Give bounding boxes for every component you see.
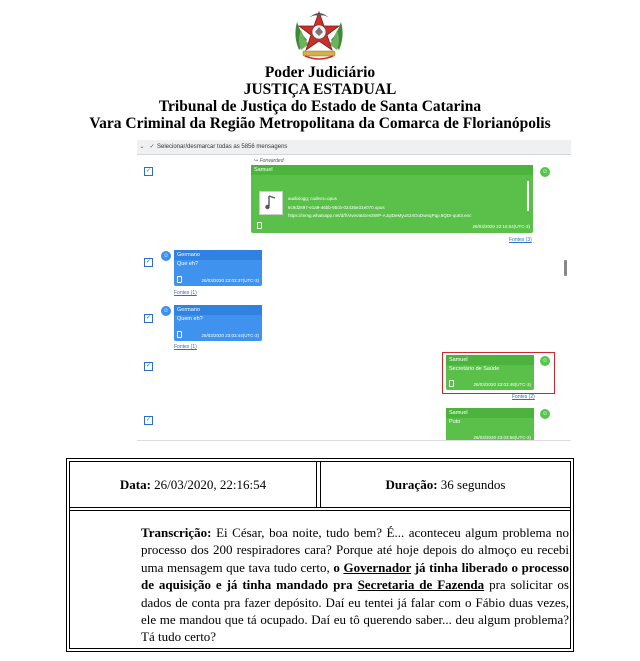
- sender-name: Samuel: [446, 408, 534, 418]
- forwarded-label: Forwarded: [259, 158, 284, 164]
- message-bubble[interactable]: [174, 305, 262, 341]
- avatar: ☺: [160, 305, 172, 317]
- transcription-part: o: [333, 559, 344, 575]
- phone-icon: [449, 380, 457, 387]
- header-justica-estadual: JUSTIÇA ESTADUAL: [243, 81, 397, 98]
- attachment-filename: 6c9d2697-e1a9-46bb-95cb-02435e31e070.opus: [288, 204, 385, 210]
- message-checkbox[interactable]: ✓: [145, 315, 152, 321]
- avatar: ☺: [539, 166, 551, 178]
- sender-name: Samuel: [446, 355, 534, 365]
- check-icon: ✓: [149, 144, 155, 150]
- avatar: ☺: [539, 355, 551, 367]
- message-checkbox[interactable]: ✓: [145, 417, 152, 423]
- header-vara-criminal: Vara Criminal da Região Metropolitana da Comarca de Florianópolis: [89, 115, 551, 132]
- whatsapp-export-screenshot: [137, 140, 571, 441]
- bubble-scrollbar[interactable]: [527, 181, 529, 211]
- message-timestamp: 26/03/2020 23:03:37(UTC-3): [201, 278, 259, 283]
- avatar: ☺: [539, 408, 551, 420]
- message-bubble[interactable]: [174, 250, 262, 286]
- sender-name: Germano: [174, 250, 262, 260]
- message-bubble[interactable]: [446, 408, 534, 441]
- transcription-governador: Governador: [343, 559, 412, 575]
- duration-label: Duração:: [385, 477, 438, 492]
- transcription-label: Transcrição:: [141, 525, 212, 540]
- attachment-url[interactable]: https://mmg.whatsapp.net/d/f/AIveoI&GesSWP-AJqIDeMyuS24OoDwnqPqp.8QDI-qu53.enc: [288, 213, 472, 218]
- date-value: 26/03/2020, 22:16:54: [150, 477, 267, 492]
- date-cell: [70, 462, 317, 507]
- message-timestamp: 26/03/2020 23:03:44(UTC-3): [201, 333, 259, 338]
- message-checkbox[interactable]: ✓: [145, 259, 152, 265]
- fontes-link[interactable]: Fontes (2): [512, 394, 535, 400]
- phone-icon: [177, 331, 185, 338]
- transcription-part: Ei César, boa noite, tudo bem? É... aconteceu algum problema no processo dos 200 respiradores cara? Porque até hoje depois do almoço eu recebi uma mensagem que tava tudo certo,: [141, 525, 569, 575]
- message-checkbox[interactable]: ✓: [145, 363, 152, 369]
- transcription-part: pra solicitar os dados de conta pra fazer depósito. Daí eu tentei já falar com o Fábio duas vezes, ele me mandou que tá ocupado. Daí eu tô querendo saber... deu algum problema? Tá tudo certo?: [141, 577, 569, 645]
- select-all-label: Selecionar/desmarcar todas as 5856 mensagens: [157, 144, 288, 150]
- forwarded-indicator: ↪ Forwarded: [254, 158, 284, 164]
- message-timestamp: 26/03/2020 23:03:48(UTC-3): [473, 382, 531, 387]
- attachment-mime: audio/ogg; codecs=opus: [288, 196, 337, 201]
- message-bubble[interactable]: [251, 165, 533, 233]
- panel-scrollbar[interactable]: [564, 260, 567, 276]
- message-bubble[interactable]: [446, 355, 534, 390]
- table-divider: [70, 507, 570, 511]
- sender-name: Germano: [174, 305, 262, 315]
- phone-icon: [177, 276, 185, 283]
- audio-info-table: [66, 458, 574, 652]
- sender-name: Samuel: [251, 165, 533, 175]
- duration-cell: [320, 462, 570, 507]
- message-timestamp: 26/03/2020 23:03:56(UTC-3): [473, 435, 531, 440]
- transcription-text: [141, 524, 569, 646]
- fontes-link[interactable]: Fontes (3): [509, 237, 532, 243]
- transcription-secretaria: Secretaria de Fazenda: [357, 577, 485, 593]
- message-text: Que eh?: [177, 261, 199, 267]
- fontes-link[interactable]: Fontes (1): [174, 344, 197, 350]
- collapse-icon[interactable]: ⌄: [139, 144, 145, 150]
- document-header: [0, 64, 640, 132]
- phone-icon: [257, 222, 265, 229]
- transcription-part: já tinha liberado o processo de aquisição e já tinha mandado pra: [141, 559, 569, 593]
- message-text: Secretário de Saúde: [449, 366, 500, 372]
- message-checkbox[interactable]: ✓: [145, 168, 152, 174]
- message-text: Puto: [449, 419, 461, 425]
- select-all-bar[interactable]: [137, 140, 571, 155]
- message-text: Quem eh?: [177, 316, 203, 322]
- attachment-details: [288, 195, 471, 221]
- avatar: ☺: [160, 250, 172, 262]
- audio-metadata-row: [70, 462, 570, 508]
- message-timestamp: 26/03/2020 22:16:54(UTC-3): [472, 224, 530, 229]
- fontes-link[interactable]: Fontes (1): [174, 290, 197, 296]
- header-poder-judiciario: Poder Judiciário: [264, 64, 376, 81]
- duration-value: 36 segundos: [437, 477, 506, 492]
- state-coat-of-arms: [291, 6, 347, 64]
- header-tribunal: Tribunal de Justiça do Estado de Santa Catarina: [158, 98, 482, 115]
- date-label: Data:: [119, 477, 151, 492]
- audio-file-icon: [259, 191, 283, 215]
